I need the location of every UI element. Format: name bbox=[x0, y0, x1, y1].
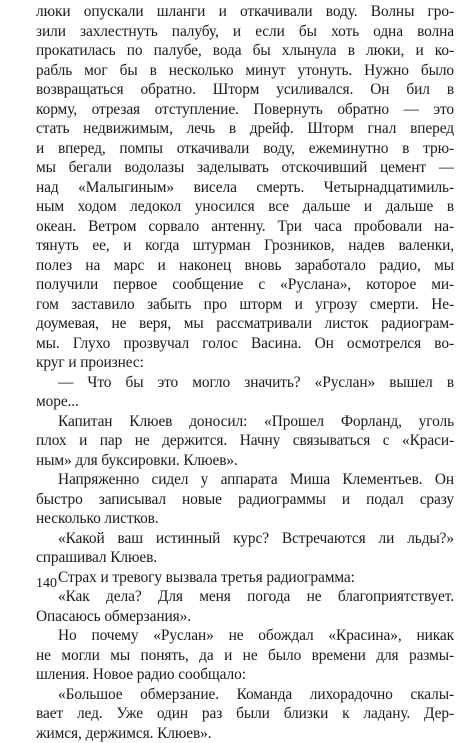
text-line: полез на марс и наконец вновь заработало радио, мы bbox=[36, 256, 454, 276]
text-line: возвращаться обратно. Шторм усиливался. Он бил в bbox=[36, 80, 454, 100]
text-line: мы. Глухо прозвучал голос Васина. Он осмотрелся во- bbox=[36, 334, 454, 354]
text-line: ным» для буксировки. Клюев». bbox=[36, 451, 454, 471]
text-line: рабль мог бы в несколько минут утонуть. Нужно было bbox=[36, 61, 454, 81]
text-line: Страх и тревогу вызвала третья радиограмма: bbox=[36, 568, 454, 588]
text-line: Но почему «Руслан» не обождал «Красина», никак bbox=[36, 626, 454, 646]
text-line: зили захлестнуть палубу, и если бы хоть одна волна bbox=[36, 22, 454, 42]
text-line: ным ходом ледокол уносился все дальше и дальше в bbox=[36, 197, 454, 217]
body-text bbox=[36, 2, 454, 743]
text-line: стать недвижимым, лечь в дрейф. Шторм гнал вперед bbox=[36, 119, 454, 139]
text-line: «Большое обмерзание. Команда лихорадочно скалы- bbox=[36, 685, 454, 705]
text-line: — Что бы это могло значить? «Руслан» вышел в bbox=[36, 373, 454, 393]
text-line: над «Малыгиным» висела смерть. Четырнадцатимиль- bbox=[36, 178, 454, 198]
text-line: вает лед. Уже один раз были близки к ладану. Дер- bbox=[36, 704, 454, 724]
text-line: шления. Новое радио сообщало: bbox=[36, 665, 454, 685]
text-line: круг и произнес: bbox=[36, 353, 454, 373]
text-line: тянуть ее, и когда штурман Грозников, надев валенки, bbox=[36, 236, 454, 256]
text-line: «Какой ваш истинный курс? Встречаются ли льды?» bbox=[36, 529, 454, 549]
text-line: корму, отрезая отступление. Повернуть обратно — это bbox=[36, 100, 454, 120]
page-number: 140 bbox=[36, 576, 57, 592]
text-line: доумевая, не веря, мы рассматривали листок радиограм- bbox=[36, 314, 454, 334]
text-line: Напряженно сидел у аппарата Миша Клементьев. Он bbox=[36, 470, 454, 490]
text-line: мы бегали водолазы заделывать отскочивший цемент — bbox=[36, 158, 454, 178]
text-line: гом заставило забыть про шторм и угрозу смерти. Не- bbox=[36, 295, 454, 315]
text-line: быстро записывал новые радиограммы и подал сразу bbox=[36, 490, 454, 510]
text-line: несколько листков. bbox=[36, 509, 454, 529]
text-line: получили первое сообщение с «Руслана», которое ми- bbox=[36, 275, 454, 295]
text-line: плох и пар не держится. Начну связываться с «Краси- bbox=[36, 431, 454, 451]
text-line: океан. Ветром сорвало антенну. Три часа пробовали на- bbox=[36, 217, 454, 237]
text-line: спрашивал Клюев. bbox=[36, 548, 454, 568]
text-line: море... bbox=[36, 392, 454, 412]
text-line: Капитан Клюев доносил: «Прошел Форланд, уголь bbox=[36, 412, 454, 432]
text-line: не могли мы понять, да и не было времени для размы- bbox=[36, 646, 454, 666]
text-line: жимся, держимся. Клюев». bbox=[36, 724, 454, 743]
text-line: люки опускали шланги и откачивали воду. Волны гро- bbox=[36, 2, 454, 22]
text-line: прокатилась по палубе, вода бы хлынула в люки, и ко- bbox=[36, 41, 454, 61]
text-line: и вперед, помпы откачивали воду, ежеминутно в трю- bbox=[36, 139, 454, 159]
text-line: Опасаюсь обмерзания». bbox=[36, 607, 454, 627]
text-line: «Как дела? Для меня погода не благоприятствует. bbox=[36, 587, 454, 607]
